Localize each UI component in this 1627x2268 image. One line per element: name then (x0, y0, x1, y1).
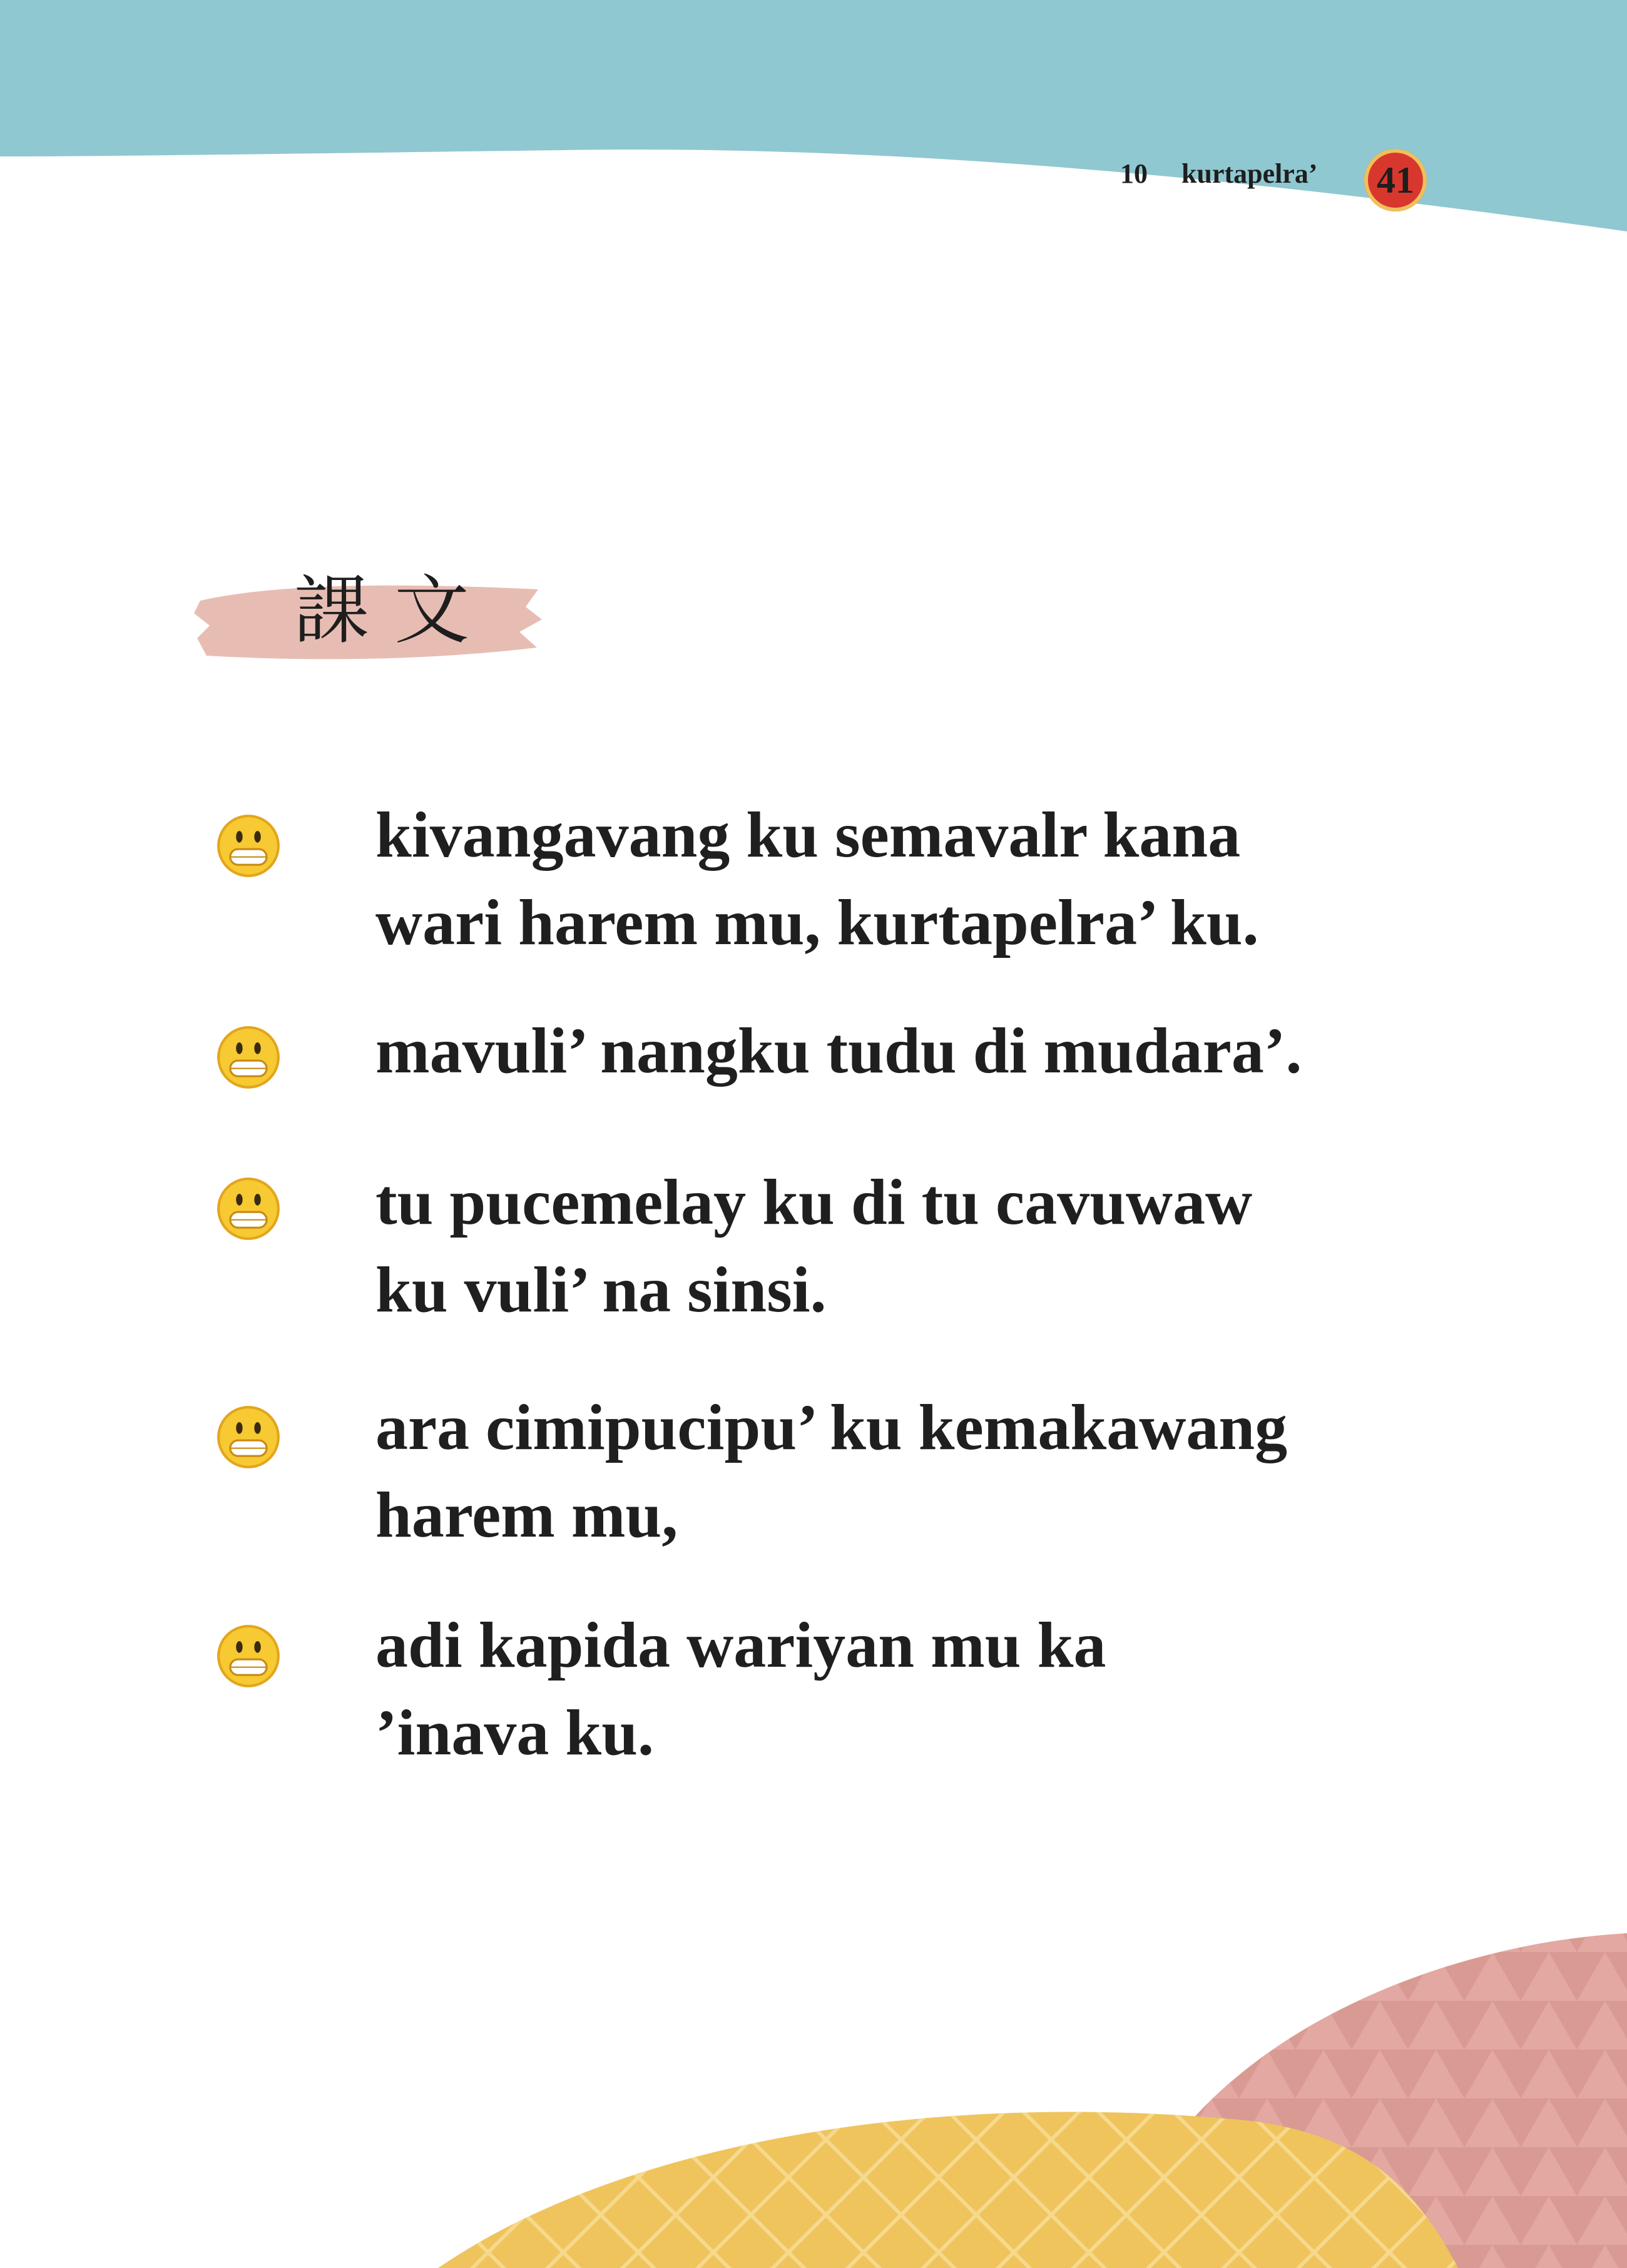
page-number: 41 (1377, 159, 1414, 201)
verse-4-line-2: harem mu, (375, 1479, 678, 1551)
verse-2-line-1: mavuli’ nangku tudu di mudara’. (375, 1015, 1302, 1087)
verse-1 (375, 791, 1259, 967)
verse-2 (375, 1007, 1302, 1095)
grinning-face-icon (216, 1176, 281, 1241)
grinning-face-icon (216, 1405, 281, 1470)
verse-4-line-1: ara cimipucipu’ ku kemakawang (375, 1391, 1288, 1463)
grinning-face-icon (216, 813, 281, 878)
grinning-face-icon (216, 1624, 281, 1689)
verse-5-line-1: adi kapida wariyan mu ka (375, 1609, 1106, 1681)
lesson-number: 10 (1120, 158, 1148, 189)
section-title: 課文 (294, 567, 494, 654)
page-number-badge (1364, 149, 1427, 211)
grinning-face-icon (216, 1025, 281, 1090)
verse-3-line-2: ku vuli’ na sinsi. (375, 1254, 827, 1326)
verse-1-line-1: kivangavang ku semavalr kana (375, 799, 1241, 871)
verse-5 (375, 1602, 1106, 1777)
lesson-title: kurtapelra’ (1181, 158, 1318, 189)
verse-3-line-1: tu pucemelay ku di tu cavuwaw (375, 1166, 1253, 1238)
verse-5-line-2: ’inava ku. (375, 1697, 655, 1769)
verse-3 (375, 1159, 1252, 1334)
verse-4 (375, 1384, 1287, 1559)
verse-1-line-2: wari harem mu, kurtapelra’ ku. (375, 887, 1259, 959)
